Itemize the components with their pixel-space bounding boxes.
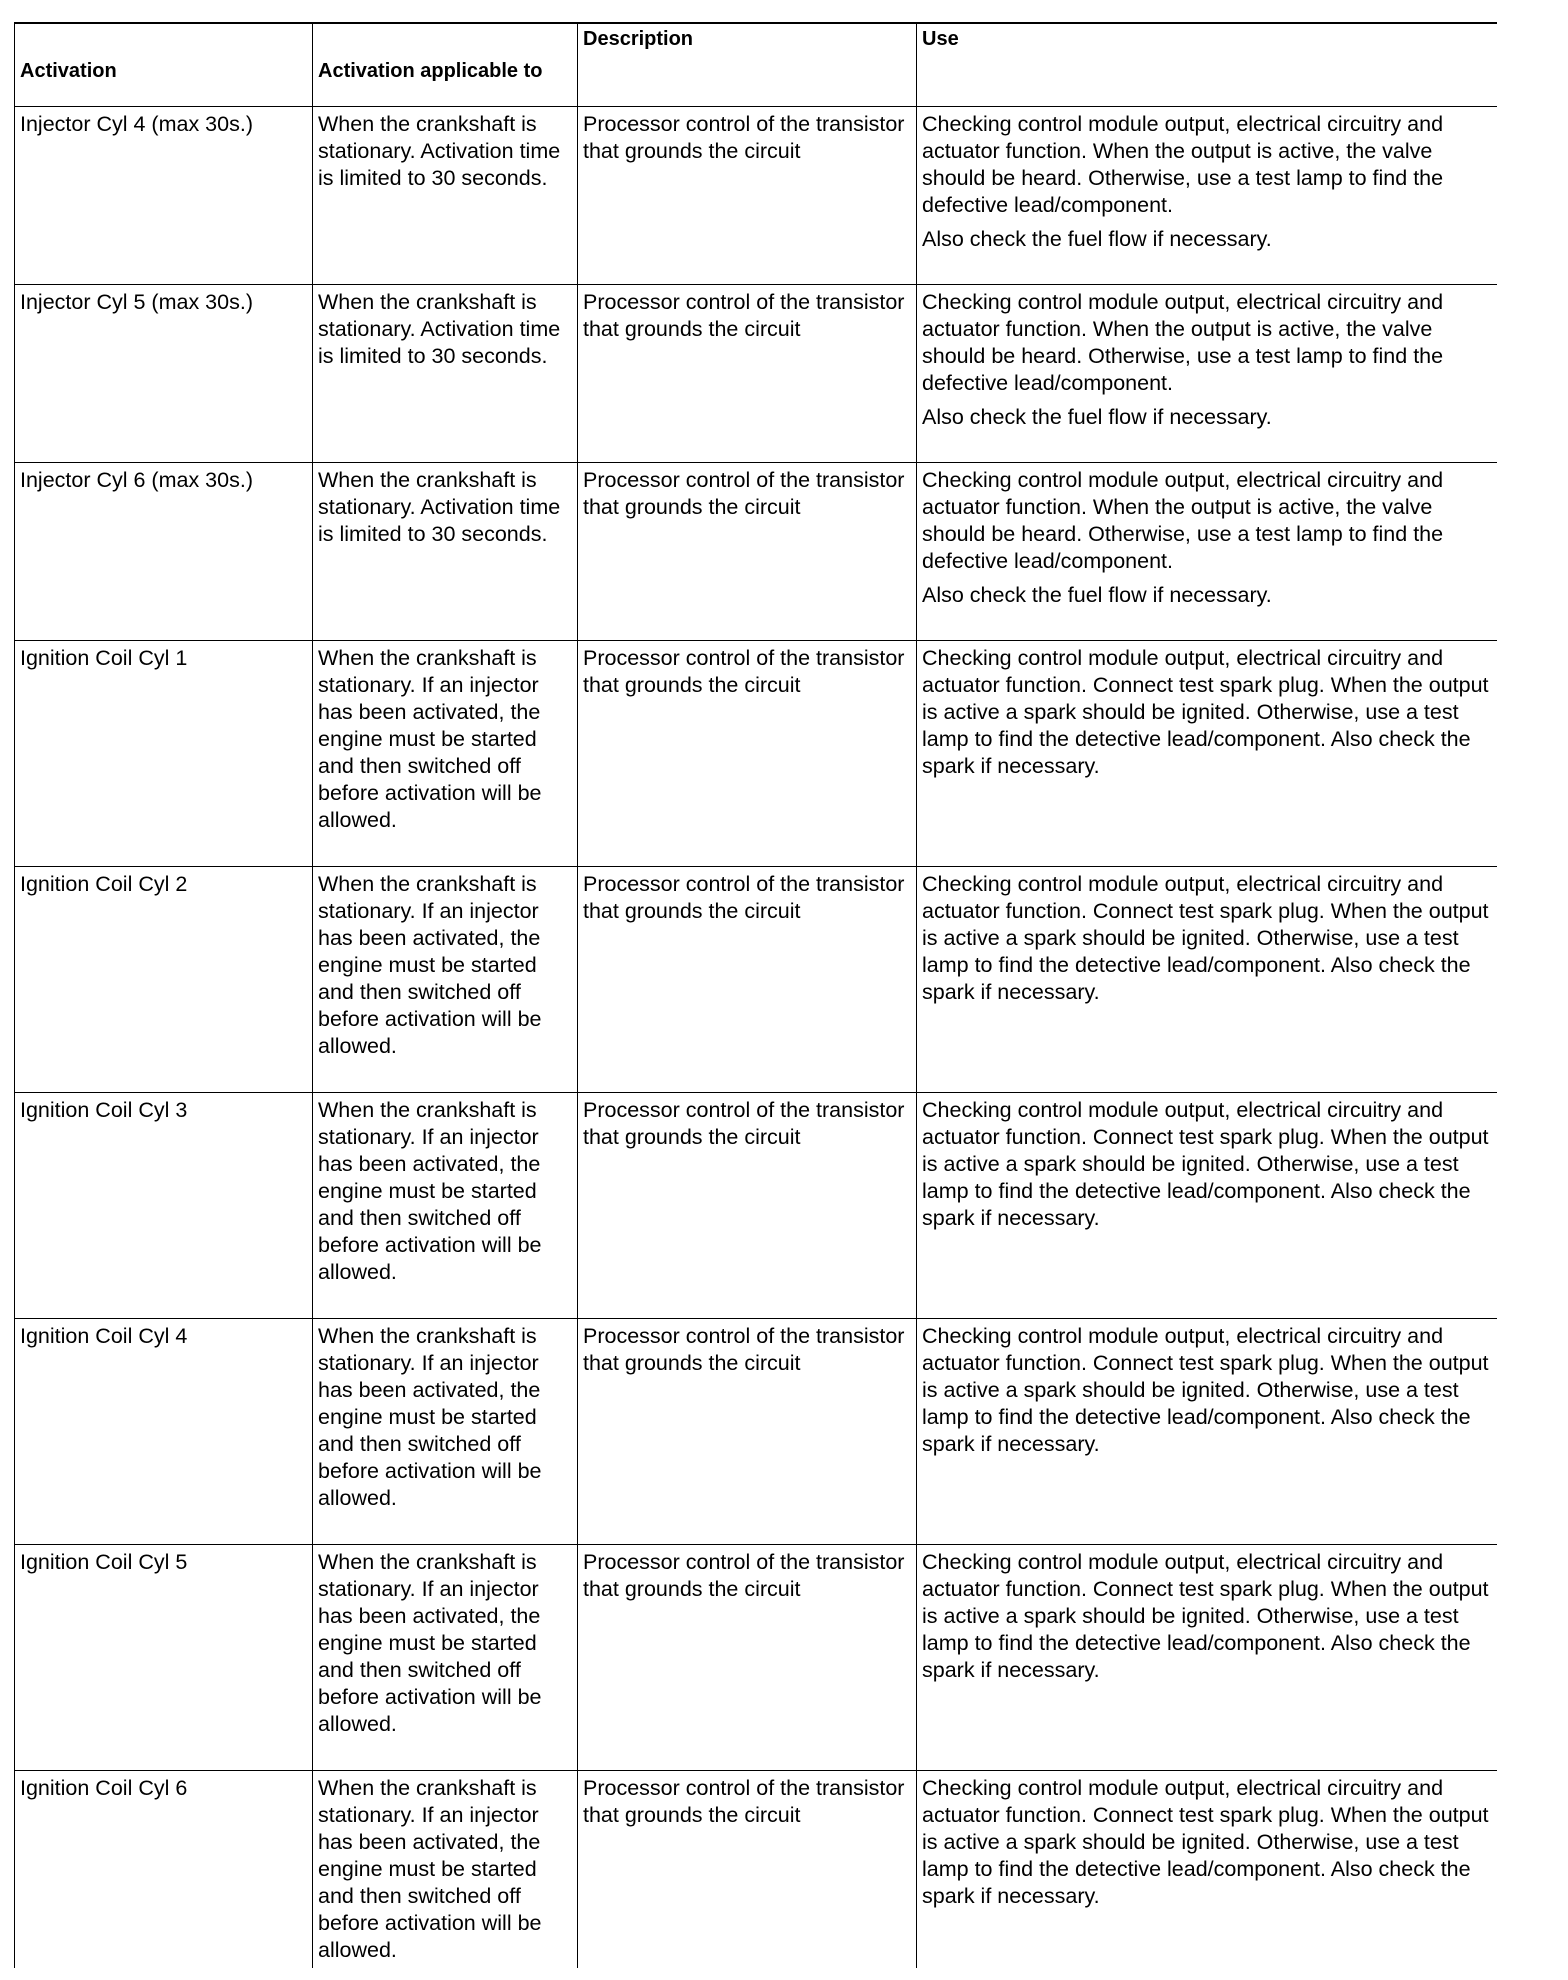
description-cell: Processor control of the transistor that grounds the circuit xyxy=(578,640,917,866)
use-text: Checking control module output, electrical circuitry and actuator function. When the output is active, the valve should be heard. Otherwise, use a test lamp to find the defective lead/component. xyxy=(922,111,1444,217)
use-text: Checking control module output, electrical circuitry and actuator function. When the output is active, the valve should be heard. Otherwise, use a test lamp to find the defective lead/component. xyxy=(922,289,1444,395)
activation-cell: Injector Cyl 6 (max 30s.) xyxy=(15,462,313,640)
table-row xyxy=(15,106,1497,284)
use-cell: Checking control module output, electrical circuitry and actuator function. Connect test spark plug. When the output is active a spark should be ignited. Otherwise, use a test lamp to find the detective lead/component. Also check the spark if necessary. xyxy=(917,1770,1497,1968)
use-extra-text: Also check the fuel flow if necessary. xyxy=(922,404,1272,429)
applicable-cell: When the crankshaft is stationary. Activation time is limited to 30 seconds. xyxy=(313,462,578,640)
description-cell: Processor control of the transistor that grounds the circuit xyxy=(578,284,917,462)
activation-cell: Ignition Coil Cyl 3 xyxy=(15,1092,313,1318)
use-cell: Checking control module output, electrical circuitry and actuator function. Connect test spark plug. When the output is active a spark should be ignited. Otherwise, use a test lamp to find the detective lead/component. Also check the spark if necessary. xyxy=(917,640,1497,866)
table-body xyxy=(15,106,1497,1968)
table-row xyxy=(15,284,1497,462)
applicable-cell: When the crankshaft is stationary. If an injector has been activated, the engine must be started and then switched off before activation will be allowed. xyxy=(313,1770,578,1968)
table-row xyxy=(15,1770,1497,1968)
use-cell: Checking control module output, electrical circuitry and actuator function. Connect test spark plug. When the output is active a spark should be ignited. Otherwise, use a test lamp to find the detective lead/component. Also check the spark if necessary. xyxy=(917,1318,1497,1544)
applicable-cell: When the crankshaft is stationary. Activation time is limited to 30 seconds. xyxy=(313,106,578,284)
header-activation-applicable-to: Activation applicable to xyxy=(313,23,578,106)
applicable-cell: When the crankshaft is stationary. If an injector has been activated, the engine must be started and then switched off before activation will be allowed. xyxy=(313,1092,578,1318)
applicable-cell: When the crankshaft is stationary. If an injector has been activated, the engine must be started and then switched off before activation will be allowed. xyxy=(313,1318,578,1544)
applicable-cell: When the crankshaft is stationary. If an injector has been activated, the engine must be started and then switched off before activation will be allowed. xyxy=(313,1544,578,1770)
applicable-cell: When the crankshaft is stationary. If an injector has been activated, the engine must be started and then switched off before activation will be allowed. xyxy=(313,640,578,866)
use-cell: Checking control module output, electrical circuitry and actuator function. Connect test spark plug. When the output is active a spark should be ignited. Otherwise, use a test lamp to find the detective lead/component. Also check the spark if necessary. xyxy=(917,1092,1497,1318)
use-cell: Checking control module output, electrical circuitry and actuator function. Connect test spark plug. When the output is active a spark should be ignited. Otherwise, use a test lamp to find the detective lead/component. Also check the spark if necessary. xyxy=(917,866,1497,1092)
activation-cell: Injector Cyl 5 (max 30s.) xyxy=(15,284,313,462)
activation-cell: Ignition Coil Cyl 2 xyxy=(15,866,313,1092)
description-cell: Processor control of the transistor that grounds the circuit xyxy=(578,866,917,1092)
use-cell xyxy=(917,284,1497,462)
description-cell: Processor control of the transistor that grounds the circuit xyxy=(578,106,917,284)
activation-cell: Injector Cyl 4 (max 30s.) xyxy=(15,106,313,284)
description-cell: Processor control of the transistor that grounds the circuit xyxy=(578,1092,917,1318)
activation-table xyxy=(14,22,1497,1968)
description-cell: Processor control of the transistor that grounds the circuit xyxy=(578,462,917,640)
use-cell xyxy=(917,462,1497,640)
description-cell: Processor control of the transistor that grounds the circuit xyxy=(578,1770,917,1968)
table-row xyxy=(15,1544,1497,1770)
use-extra-text: Also check the fuel flow if necessary. xyxy=(922,582,1272,607)
table-row xyxy=(15,462,1497,640)
activation-cell: Ignition Coil Cyl 6 xyxy=(15,1770,313,1968)
description-cell: Processor control of the transistor that grounds the circuit xyxy=(578,1318,917,1544)
activation-cell: Ignition Coil Cyl 4 xyxy=(15,1318,313,1544)
activation-cell: Ignition Coil Cyl 1 xyxy=(15,640,313,866)
use-extra-text: Also check the fuel flow if necessary. xyxy=(922,226,1272,251)
table-header xyxy=(15,23,1497,106)
table-row xyxy=(15,866,1497,1092)
use-cell: Checking control module output, electrical circuitry and actuator function. Connect test spark plug. When the output is active a spark should be ignited. Otherwise, use a test lamp to find the detective lead/component. Also check the spark if necessary. xyxy=(917,1544,1497,1770)
table-row xyxy=(15,640,1497,866)
header-row xyxy=(15,23,1497,106)
table-row xyxy=(15,1318,1497,1544)
header-use: Use xyxy=(917,23,1497,106)
table-row xyxy=(15,1092,1497,1318)
header-description: Description xyxy=(578,23,917,106)
applicable-cell: When the crankshaft is stationary. If an injector has been activated, the engine must be started and then switched off before activation will be allowed. xyxy=(313,866,578,1092)
use-text: Checking control module output, electrical circuitry and actuator function. When the output is active, the valve should be heard. Otherwise, use a test lamp to find the defective lead/component. xyxy=(922,467,1444,573)
use-cell xyxy=(917,106,1497,284)
activation-cell: Ignition Coil Cyl 5 xyxy=(15,1544,313,1770)
applicable-cell: When the crankshaft is stationary. Activation time is limited to 30 seconds. xyxy=(313,284,578,462)
header-activation: Activation xyxy=(15,23,313,106)
description-cell: Processor control of the transistor that grounds the circuit xyxy=(578,1544,917,1770)
